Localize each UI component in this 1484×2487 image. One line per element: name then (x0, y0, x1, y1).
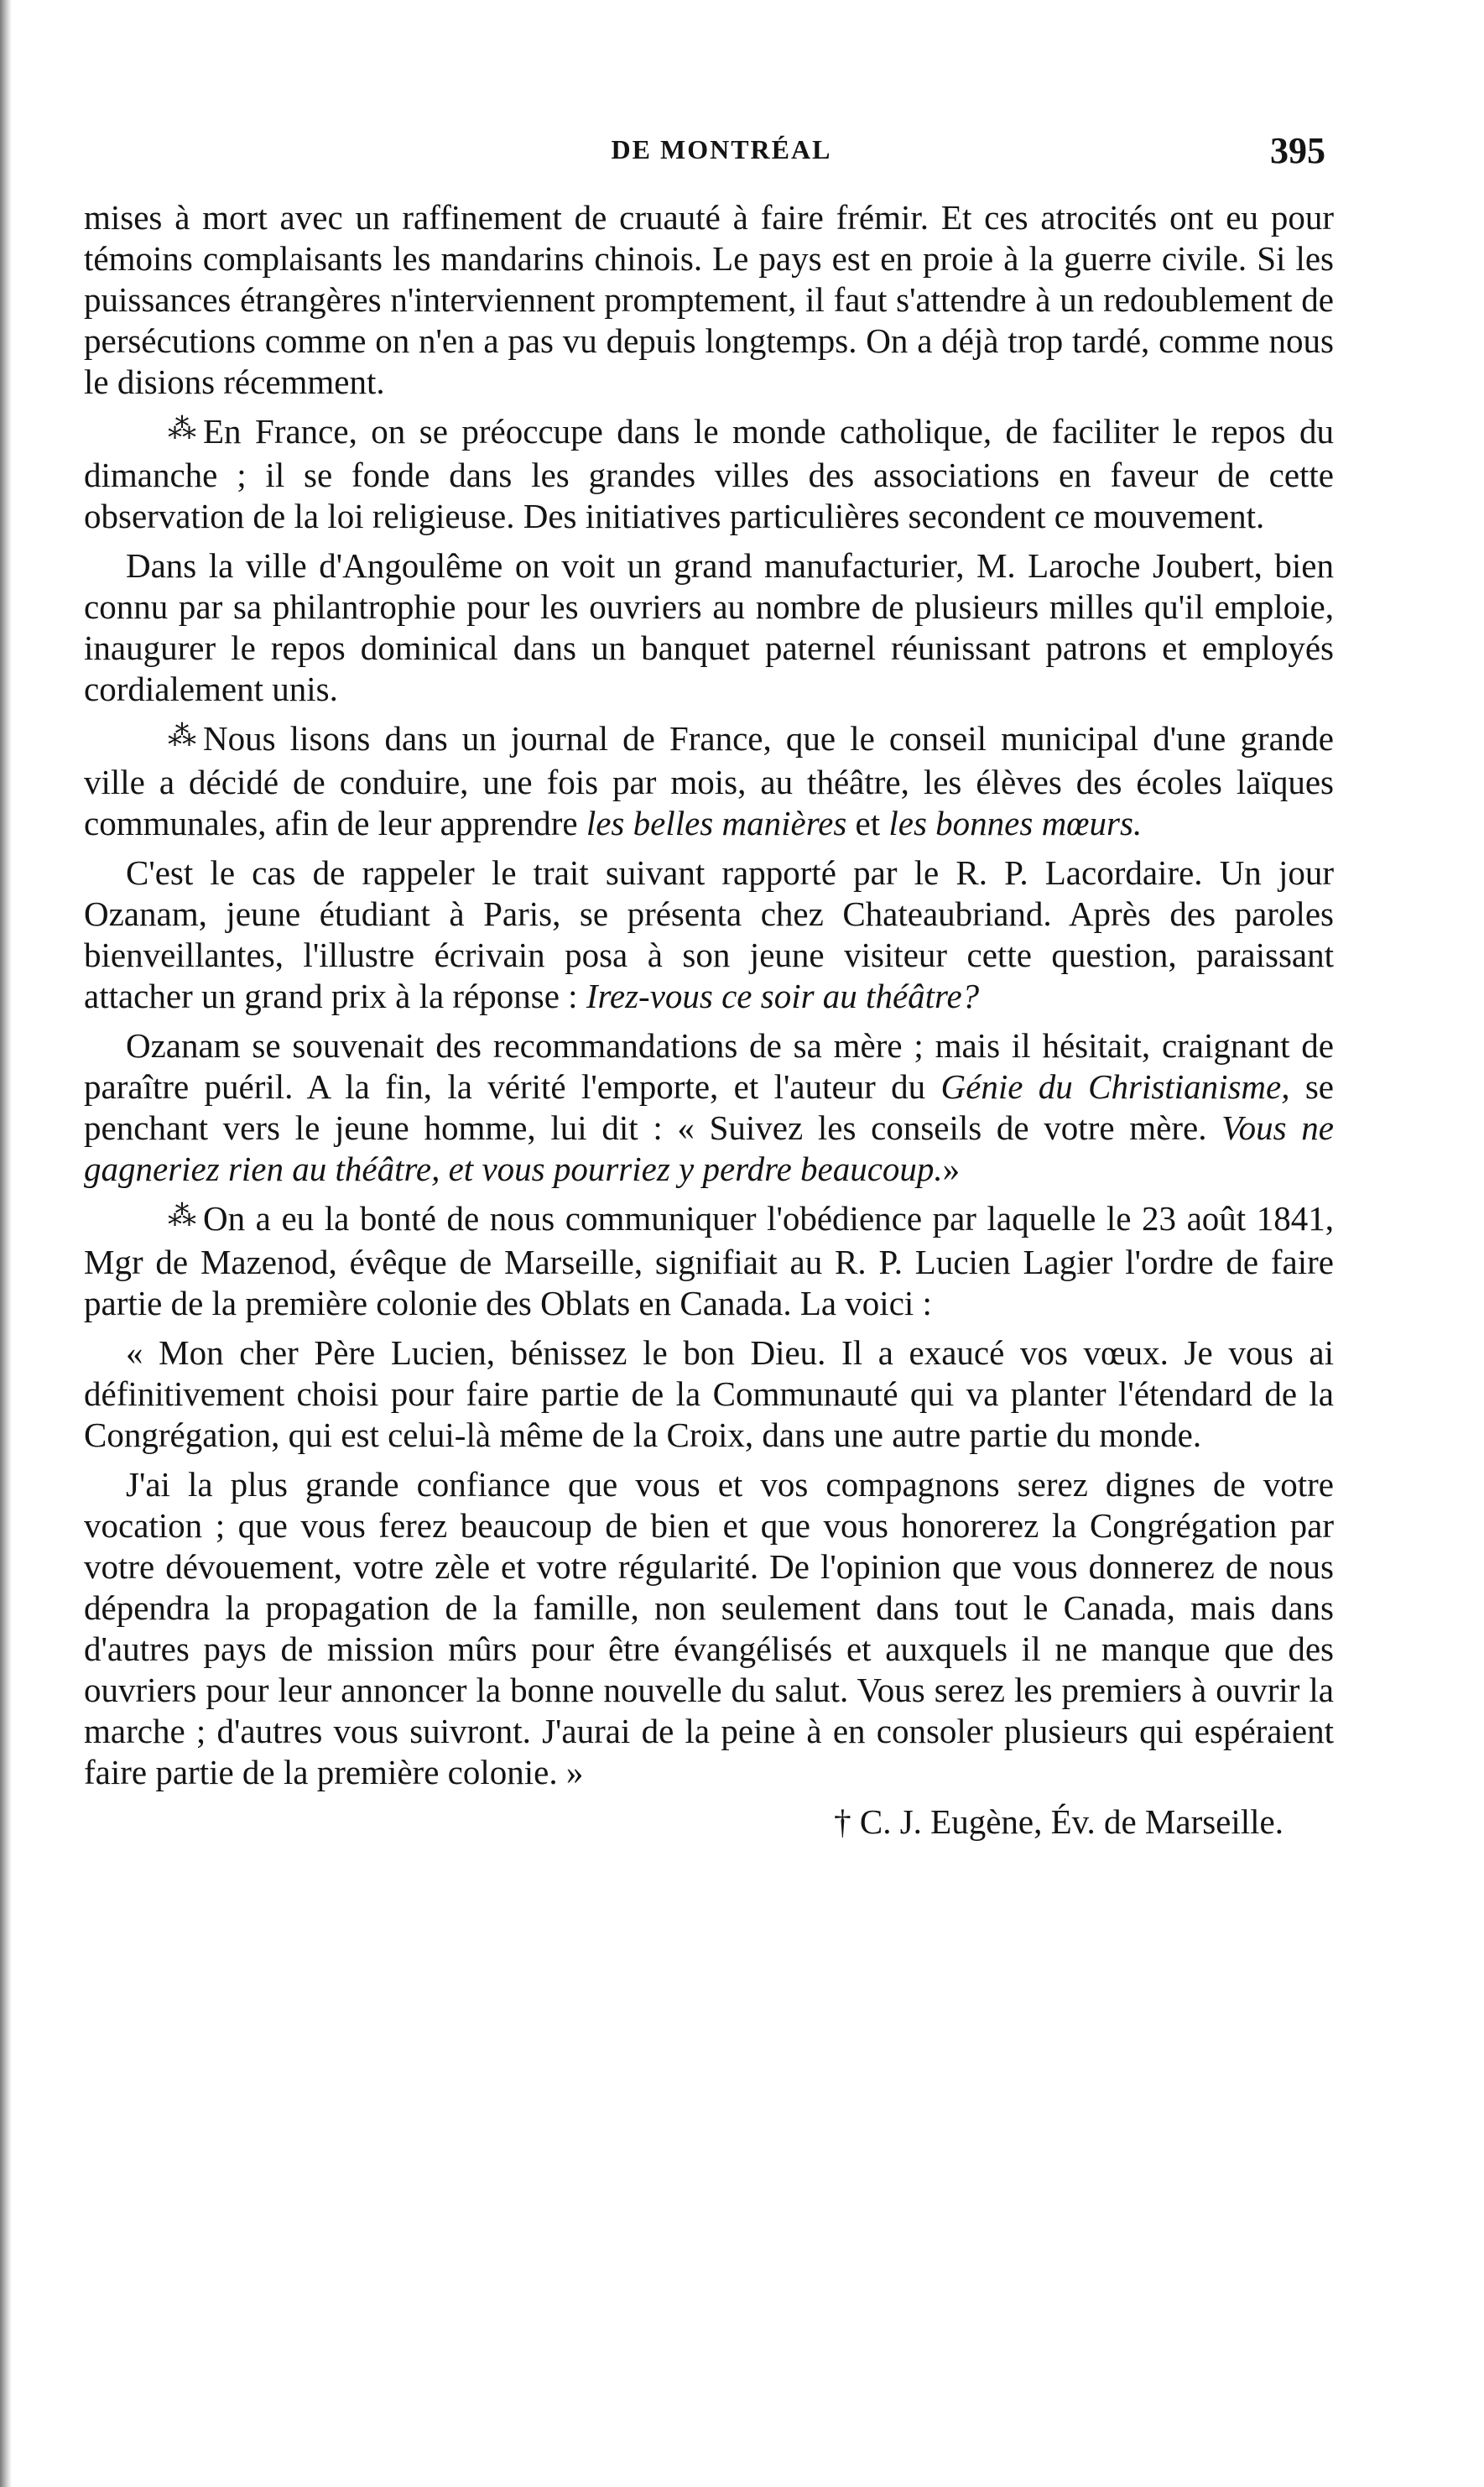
asterism-mark: ⁂ (168, 1201, 195, 1232)
cross-icon: † (834, 1802, 860, 1841)
page-binding-shadow (0, 0, 12, 2487)
italic-text: les belles manières (586, 804, 847, 842)
paragraph (84, 852, 1334, 1017)
page-number: 395 (1270, 130, 1325, 171)
paragraph (84, 1025, 1334, 1190)
text-run: On a eu la bonté de nous communiquer l'obédience par laquelle le 23 août 1841, Mgr de Mazenod, évêque de Marseille, signifiait au R. P. Lucien Lagier l'ordre de faire partie de la première colonie des Oblats en Canada. La voici : (84, 1199, 1334, 1322)
paragraph (84, 1198, 1334, 1324)
text-run: Dans la ville d'Angoulême on voit un grand manufacturier, M. Laroche Joubert, bien connu par sa philantrophie pour les ouvriers au nombre de plusieurs milles qu'il emploie, inaugurer le repos dominical dans un banquet paternel réunissant patrons et employés cordialement unis. (84, 546, 1334, 708)
text-run: se penchant vers le jeune homme, lui dit : « Suivez les conseils de votre mère. (84, 1067, 1335, 1147)
paragraph (84, 197, 1334, 403)
signatory-name: C. J. Eugène, Év. de Marseille. (859, 1802, 1284, 1841)
text-run: J'ai la plus grande confiance que vous et vos compagnons serez dignes de votre vocation ; que vous ferez beaucoup de bien et que vous honorerez la Congrégation par votre dévouement, votre zèle et votre régularité. De l'opinion que vous donnerez de nous dépendra la propagation de la famille, non seulement dans tout le Canada, mais dans d'autres pays de mission mûrs pour être évangélisés et auxquels il ne manque que des ouvriers pour leur annoncer la bonne nouvelle du salut. Vous serez les premiers à ouvrir la marche ; d'autres vous suivront. J'aurai de la peine à en consoler plusieurs qui espéraient faire partie de la première colonie. » (84, 1465, 1334, 1791)
text-run: et (846, 804, 889, 842)
text-run: « Mon cher Père Lucien, bénissez le bon Dieu. Il a exaucé vos vœux. Je vous ai définitivement choisi pour faire partie de la Communauté qui va planter l'étendard de la Congrégation, qui est celui-là même de la Croix, dans une autre partie du monde. (84, 1333, 1334, 1454)
signature (84, 1801, 1334, 1843)
text-run: mises à mort avec un raffinement de cruauté à faire frémir. Et ces atrocités ont eu pour témoins complaisants les mandarins chinois. Le pays est en proie à la guerre civile. Si les puissances étrangères n'interviennent promptement, il faut s'attendre à un redoublement de persécutions comme on n'en a pas vu depuis longtemps. On a déjà trop tardé, comme nous le disions récemment. (84, 198, 1334, 401)
paragraph (84, 718, 1334, 844)
paragraph (84, 1332, 1334, 1456)
italic-text: Irez-vous ce soir au théâtre? (586, 977, 980, 1015)
asterism-mark: ⁂ (168, 414, 195, 445)
italic-text: les bonnes mœurs. (888, 804, 1143, 842)
asterism-mark: ⁂ (168, 721, 195, 752)
text-run: En France, on se préoccupe dans le monde catholique, de faciliter le repos du dimanche ; il se fonde dans les grandes villes des associations en faveur de cette observation de la loi religieuse. Des initiatives particulières secondent ce mouvement. (84, 412, 1334, 535)
paragraph (84, 1464, 1334, 1793)
text-run: » (942, 1150, 961, 1188)
page-header (84, 130, 1359, 185)
body-text (84, 197, 1334, 1843)
running-head: DE MONTRÉAL (611, 134, 832, 164)
text-run: C'est le cas de rappeler le trait suivant rapporté par le R. P. Lacordaire. Un jour Ozanam, jeune étudiant à Paris, se présenta chez Chateaubriand. Après des paroles bienveillantes, l'illustre écrivain posa à son jeune visiteur cette question, paraissant attacher un grand prix à la réponse : (84, 853, 1334, 1015)
italic-text: Vous ne gagneriez rien au théâtre, et vous pourriez y perdre beaucoup. (84, 1108, 1334, 1188)
italic-text: Génie du Christianisme, (940, 1067, 1290, 1106)
paragraph (84, 411, 1334, 537)
text-run: Nous lisons dans un journal de France, que le conseil municipal d'une grande ville a décidé de conduire, une fois par mois, au théâtre, les élèves des écoles laïques communales, afin de leur apprendre (84, 719, 1334, 842)
paragraph (84, 545, 1334, 710)
text-run: Ozanam se souvenait des recommandations de sa mère ; mais il hésitait, craignant de paraître puéril. A la fin, la vérité l'emporte, et l'auteur du (84, 1026, 1334, 1106)
